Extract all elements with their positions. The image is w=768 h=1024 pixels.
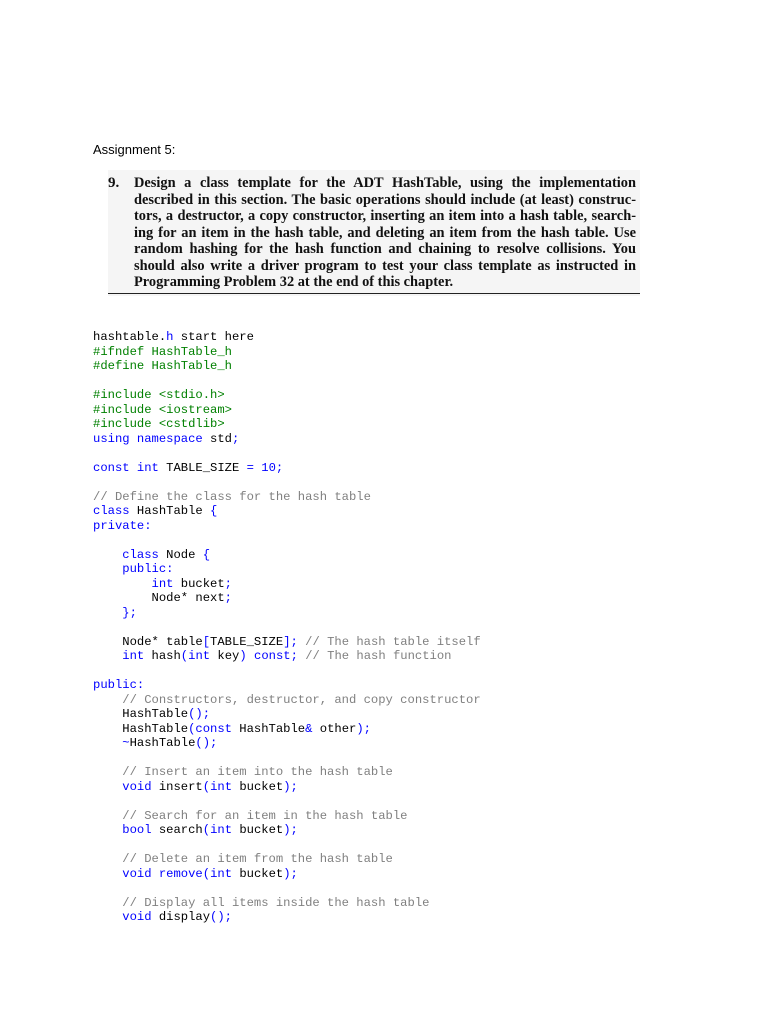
code-token: // The hash function [297, 649, 452, 663]
code-token: ]; [283, 634, 298, 649]
code-token: using namespace [93, 431, 203, 446]
code-token: bool [122, 823, 152, 837]
code-token: other [312, 721, 357, 736]
code-token [93, 823, 122, 837]
code-token: void [122, 779, 152, 794]
code-token [247, 649, 254, 663]
code-token: TABLE_SIZE [210, 634, 284, 649]
code-token: ); [356, 721, 371, 736]
problem-text [134, 175, 636, 291]
code-token: HashTable [93, 721, 189, 736]
code-token: insert [151, 779, 203, 794]
code-token: ; [290, 649, 298, 663]
code-token: TABLE_SIZE [158, 460, 247, 475]
code-listing [93, 330, 481, 925]
code-token: = [246, 460, 254, 475]
code-line [93, 577, 481, 592]
code-token: #include <cstdlib> [93, 417, 225, 431]
code-token: int [210, 823, 233, 837]
code-token: Node [158, 547, 203, 562]
code-line [93, 562, 481, 577]
code-token: HashTable [93, 707, 189, 721]
code-line [93, 809, 481, 824]
code-token: int [151, 576, 174, 591]
code-token: ; [224, 576, 232, 591]
code-line [93, 664, 481, 679]
code-line [93, 403, 481, 418]
code-token: const int [93, 460, 159, 475]
problem-line: random hashing for the hash function and chaining to resolve collisions. You [134, 241, 636, 257]
code-line [93, 374, 481, 389]
problem-line: Design a class template for the ADT HashTable, using the implementation [134, 175, 636, 191]
code-token: hash [144, 649, 181, 663]
problem-line: tors, a destructor, a copy constructor, inserting an item into a hash table, search- [134, 208, 636, 224]
code-token: bucket [232, 823, 284, 837]
code-token: #include <iostream> [93, 402, 232, 417]
code-line [93, 635, 481, 650]
code-token: void [122, 866, 152, 881]
code-token: ~ [122, 736, 130, 750]
code-token: HashTable [231, 721, 306, 736]
code-token: #define HashTable_h [93, 359, 232, 373]
problem-line: should also write a driver program to test your class template as instructed in [134, 257, 636, 274]
code-token: public: [93, 678, 145, 692]
code-line [93, 823, 481, 838]
code-token: { [202, 547, 211, 562]
code-line [93, 838, 481, 853]
code-token: int [210, 866, 233, 881]
problem-line: Programming Problem 32 at the end of this chapter. [134, 274, 454, 290]
code-token: (); [188, 707, 211, 721]
code-line [93, 751, 481, 766]
code-token: #include <stdio.h> [93, 388, 225, 402]
code-token: // Delete an item from the hash table [122, 852, 393, 866]
code-line [93, 548, 481, 563]
code-line [93, 475, 481, 490]
code-token: }; [122, 605, 137, 620]
code-token: HashTable [129, 504, 211, 518]
code-token: (); [195, 736, 218, 750]
code-token: // Insert an item into the hash table [122, 765, 393, 779]
code-token: ) [239, 649, 247, 663]
code-token: class [93, 504, 130, 518]
code-token: ( [202, 866, 211, 881]
code-line [93, 707, 481, 722]
code-token: int [188, 649, 211, 663]
code-line [93, 519, 481, 534]
code-token: bucket [232, 866, 284, 881]
code-token: const [195, 721, 232, 736]
code-token [152, 867, 159, 881]
code-token [93, 910, 122, 924]
code-token: 10 [261, 460, 276, 475]
code-token [93, 577, 152, 591]
code-token: public: [122, 562, 174, 576]
code-line [93, 330, 481, 345]
code-token [93, 548, 122, 562]
code-token: // Define the class for the hash table [93, 489, 371, 504]
code-token: ); [283, 779, 298, 794]
code-token: ); [283, 866, 298, 881]
code-token: ; [224, 591, 232, 605]
code-line [93, 852, 481, 867]
code-line [93, 606, 481, 621]
code-token [93, 562, 122, 576]
code-line [93, 794, 481, 809]
problem-line: ing for an item in the hash table, and deleting an item from the hash table. Use [134, 224, 636, 241]
code-line [93, 867, 481, 882]
code-token [93, 693, 122, 707]
code-token: ; [231, 431, 240, 446]
code-token: ); [283, 823, 298, 837]
code-line [93, 417, 481, 432]
problem-number: 9. [108, 175, 120, 191]
code-line [93, 504, 481, 519]
code-token: (); [210, 910, 232, 924]
code-token: key [210, 649, 240, 663]
code-token: // Search for an item in the hash table [122, 808, 408, 823]
code-line [93, 446, 481, 461]
code-token: bucket [173, 576, 225, 591]
code-line [93, 359, 481, 374]
code-token: // Constructors, destructor, and copy constructor [122, 692, 481, 707]
code-token: ( [202, 779, 211, 794]
code-line [93, 533, 481, 548]
code-token: HashTable [129, 736, 196, 750]
code-line [93, 896, 481, 911]
code-line [93, 910, 481, 925]
code-token [93, 867, 122, 881]
code-line [93, 649, 481, 664]
code-token: search [151, 823, 203, 837]
code-token [93, 896, 122, 910]
code-token: int [122, 649, 145, 663]
code-token: Node* table [93, 634, 203, 649]
code-token [93, 606, 122, 620]
code-line [93, 765, 481, 780]
code-token: bucket [232, 779, 284, 794]
code-line [93, 736, 481, 751]
code-token: const [254, 649, 291, 663]
code-token: ( [188, 721, 196, 736]
code-token: & [305, 721, 313, 736]
code-token: [ [202, 634, 211, 649]
code-token: start here [173, 330, 254, 344]
code-line [93, 780, 481, 795]
problem-divider [108, 293, 640, 294]
code-token [93, 736, 122, 750]
code-token: hashtable. [93, 330, 167, 344]
code-line [93, 388, 481, 403]
code-token [93, 649, 122, 663]
code-token: // Display all items inside the hash table [122, 895, 430, 910]
code-token: private: [93, 518, 152, 533]
code-line [93, 490, 481, 505]
code-token: void [122, 910, 152, 924]
code-token: std [202, 431, 232, 446]
problem-line: described in this section. The basic operations should include (at least) construc- [134, 191, 636, 208]
code-token: { [210, 504, 218, 518]
assignment-heading: Assignment 5: [93, 142, 176, 157]
code-line [93, 881, 481, 896]
code-line [93, 461, 481, 476]
code-token: remove [158, 866, 203, 881]
code-line [93, 345, 481, 360]
code-line [93, 678, 481, 693]
code-token: #ifndef HashTable_h [93, 344, 232, 359]
code-line [93, 693, 481, 708]
code-token: Node* next [93, 591, 225, 605]
code-line [93, 432, 481, 447]
code-line [93, 722, 481, 737]
code-token: int [210, 779, 233, 794]
code-token: // The hash table itself [297, 634, 481, 649]
code-token: ; [275, 460, 284, 475]
code-token: display [151, 910, 211, 924]
code-token: ( [180, 649, 189, 663]
code-token: ( [202, 823, 211, 837]
code-line [93, 620, 481, 635]
code-token [93, 852, 122, 866]
code-token: h [166, 330, 174, 344]
code-token [93, 780, 122, 794]
code-token [93, 765, 122, 779]
code-token [93, 809, 122, 823]
code-token: class [122, 547, 159, 562]
code-line [93, 591, 481, 606]
problem-scan [108, 170, 640, 296]
